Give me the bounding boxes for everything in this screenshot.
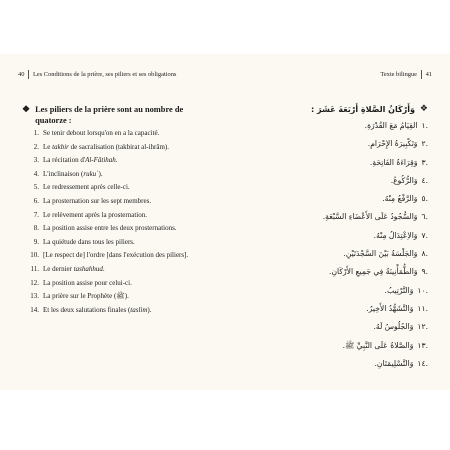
french-heading-line2: quatorze : [35, 116, 72, 125]
right-page-number: 41 [425, 71, 432, 78]
item-number: 9. [33, 237, 39, 246]
item-text: وَقِرَاءَةُ الفَاتِحَةِ. [369, 157, 418, 167]
item-text: Le takbir de sacralisation (takbirat al-ihrâm). [43, 142, 169, 151]
diamond-bullet-icon: ❖ [22, 104, 31, 114]
list-item [22, 183, 222, 193]
list-item [238, 286, 428, 296]
list-item [238, 322, 428, 332]
item-text: وَالاِعْتِدَالُ مِنْهُ. [373, 230, 418, 240]
item-number: 14. [30, 305, 39, 314]
list-item [238, 359, 428, 369]
item-number: .١١ [417, 303, 428, 313]
item-text: La prosternation sur les sept membres. [43, 196, 152, 205]
item-number: 2. [33, 142, 39, 151]
item-number: .٥ [421, 194, 428, 204]
header-left [18, 70, 176, 79]
item-text: La récitation d'Al-Fâtihah. [43, 156, 118, 165]
item-number: 1. [33, 129, 39, 137]
item-number: .١٣ [417, 340, 428, 350]
left-page-number: 40 [18, 71, 25, 78]
item-text: وَالتَّشَهُّدُ الأَخِيرُ. [366, 303, 414, 313]
item-number: 10. [30, 251, 39, 260]
item-number: .١٤ [417, 358, 428, 368]
item-text: Le redressement après celle-ci. [43, 183, 130, 192]
item-number: .٨ [421, 249, 428, 259]
list-item [238, 341, 428, 351]
arabic-column [238, 104, 428, 377]
left-running-title: Les Conditions de la prière, ses piliers et ses obligations [32, 71, 177, 78]
item-text: وَتَكْبِيرَةُ الإِحْرَامِ. [367, 139, 418, 149]
list-item [238, 304, 428, 314]
item-number: 4. [33, 169, 39, 178]
item-text: وَالرُّكُوعُ. [390, 175, 418, 185]
item-number: .٤ [421, 175, 428, 185]
arabic-heading [238, 104, 428, 115]
item-number: 7. [33, 210, 39, 219]
diamond-bullet-icon: ❖ [419, 104, 428, 114]
item-text: La position assise entre les deux prosternations. [43, 224, 177, 233]
item-text: La prière sur le Prophète (ﷺ). [43, 292, 129, 301]
list-item [238, 267, 428, 277]
list-item [22, 170, 222, 180]
list-item [238, 121, 428, 131]
list-item [238, 194, 428, 204]
list-item [238, 158, 428, 168]
list-item [22, 265, 222, 275]
item-text: La quiétude dans tous les piliers. [43, 237, 135, 246]
item-number: 3. [33, 156, 39, 165]
list-item [238, 212, 428, 222]
item-text: L'inclinaison (rukuʿ). [43, 169, 103, 178]
french-column [22, 104, 222, 319]
list-item [22, 197, 222, 207]
arabic-list [238, 121, 428, 369]
item-number: .١٢ [417, 322, 428, 332]
list-item [22, 224, 222, 234]
item-text: وَالرَّفْعُ مِنْهُ. [382, 194, 418, 204]
list-item [22, 129, 222, 139]
right-running-title: Texte bilingue [380, 71, 418, 78]
list-item [238, 176, 428, 186]
list-item [22, 156, 222, 166]
item-text: [Le respect de] l'ordre [dans l'exécution des piliers]. [43, 251, 189, 260]
list-item [22, 306, 222, 316]
item-text: وَالسُّجُودُ عَلَى الأَعْضَاءِ السَّبْعَةِ. [322, 212, 418, 222]
item-text: La position assise pour celui-ci. [43, 278, 132, 287]
item-number: 12. [30, 278, 39, 287]
list-item [22, 251, 222, 261]
list-item [22, 292, 222, 302]
list-item [22, 279, 222, 289]
item-text: وَالطُّمَأْنِينَةُ فِي جَمِيعِ الأَرْكَانِ. [329, 267, 418, 277]
item-number: 6. [33, 196, 39, 205]
item-number: .٧ [421, 230, 428, 240]
item-text: وَالتَّرْتِيبُ. [384, 285, 414, 295]
item-number: .٢ [421, 139, 428, 149]
item-number: .٣ [421, 157, 428, 167]
item-text: Et les deux salutations finales (taslim). [43, 305, 152, 314]
item-text: Le dernier tashahhud. [43, 264, 105, 273]
french-heading-line1: Les piliers de la prière sont au nombre de [35, 105, 184, 114]
item-text: وَالصَّلاةُ عَلَى النَّبِيِّ ﷺ. [342, 340, 414, 350]
item-number: .٩ [421, 267, 428, 277]
header-separator [28, 70, 29, 79]
item-number: .١ [421, 121, 428, 130]
list-item [238, 249, 428, 259]
item-text: وَالجُلُوسُ لَهُ. [373, 322, 414, 332]
item-text: Se tenir debout lorsqu'on en a la capacité. [43, 129, 160, 137]
item-number: 8. [33, 224, 39, 233]
item-number: 13. [30, 292, 39, 301]
arabic-heading-text: وَأَرْكَانُ الصَّلاةِ أَرْبَعَةَ عَشَرَ : [311, 105, 415, 114]
header-right [380, 70, 432, 79]
item-text: وَالتَّسْلِيمَتَانِ. [374, 358, 414, 368]
list-item [238, 231, 428, 241]
item-number: .١٠ [417, 285, 428, 295]
french-heading [22, 104, 222, 126]
item-number: 11. [30, 264, 39, 273]
item-number: 5. [33, 183, 39, 192]
item-text: القِيَامُ مَعَ القُدْرَةِ. [364, 121, 418, 130]
item-number: .٦ [421, 212, 428, 222]
list-item [22, 238, 222, 248]
list-item [238, 139, 428, 149]
header-separator [421, 70, 422, 79]
page-header [0, 68, 450, 82]
item-text: وَالجَلْسَةُ بَيْنَ السَّجْدَتَيْنِ. [343, 249, 418, 259]
list-item [22, 143, 222, 153]
french-list [22, 129, 222, 315]
item-text: Le relèvement après la prosternation. [43, 210, 147, 219]
list-item [22, 211, 222, 221]
